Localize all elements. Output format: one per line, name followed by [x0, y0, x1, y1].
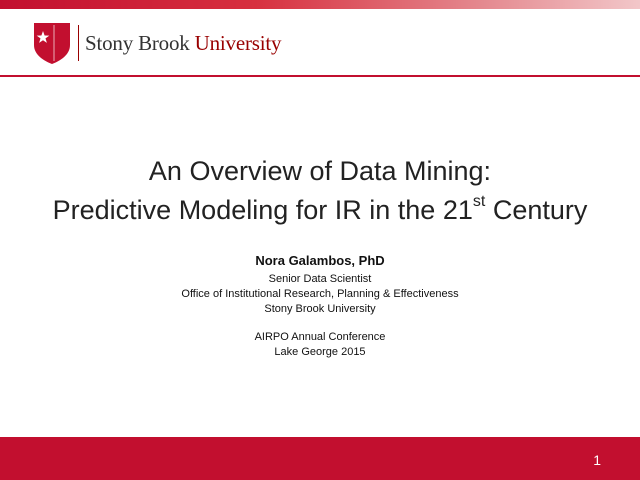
title-superscript: st: [472, 193, 486, 210]
spacer: [0, 317, 640, 330]
author-block: [0, 252, 640, 360]
logo-wordmark: [85, 31, 281, 56]
author-university: Stony Brook University: [264, 303, 376, 315]
university-logo: [32, 21, 281, 65]
shield-star-icon: [32, 21, 72, 65]
title-line-2: [0, 188, 640, 227]
slide-footer: [0, 437, 640, 480]
top-accent-stripe: [0, 0, 640, 9]
logo-divider: [78, 25, 79, 61]
author-office: Office of Institutional Research, Planning & Effectiveness: [181, 288, 459, 300]
title-line-2-prefix: Predictive Modeling for IR in the 21: [52, 195, 473, 225]
header-divider-line: [0, 75, 640, 77]
author-name: Nora Galambos, PhD: [255, 253, 385, 268]
author-role: Senior Data Scientist: [268, 273, 372, 285]
slide-title: [0, 154, 640, 227]
page-number: 1: [593, 452, 601, 468]
logo-suffix: University: [194, 30, 282, 55]
title-line-1: An Overview of Data Mining:: [148, 156, 492, 186]
slide-header: [0, 9, 640, 76]
conference-location: Lake George 2015: [274, 346, 366, 358]
conference-name: AIRPO Annual Conference: [254, 331, 386, 343]
title-line-2-suffix: Century: [485, 195, 588, 225]
logo-name: Stony Brook: [85, 30, 190, 55]
